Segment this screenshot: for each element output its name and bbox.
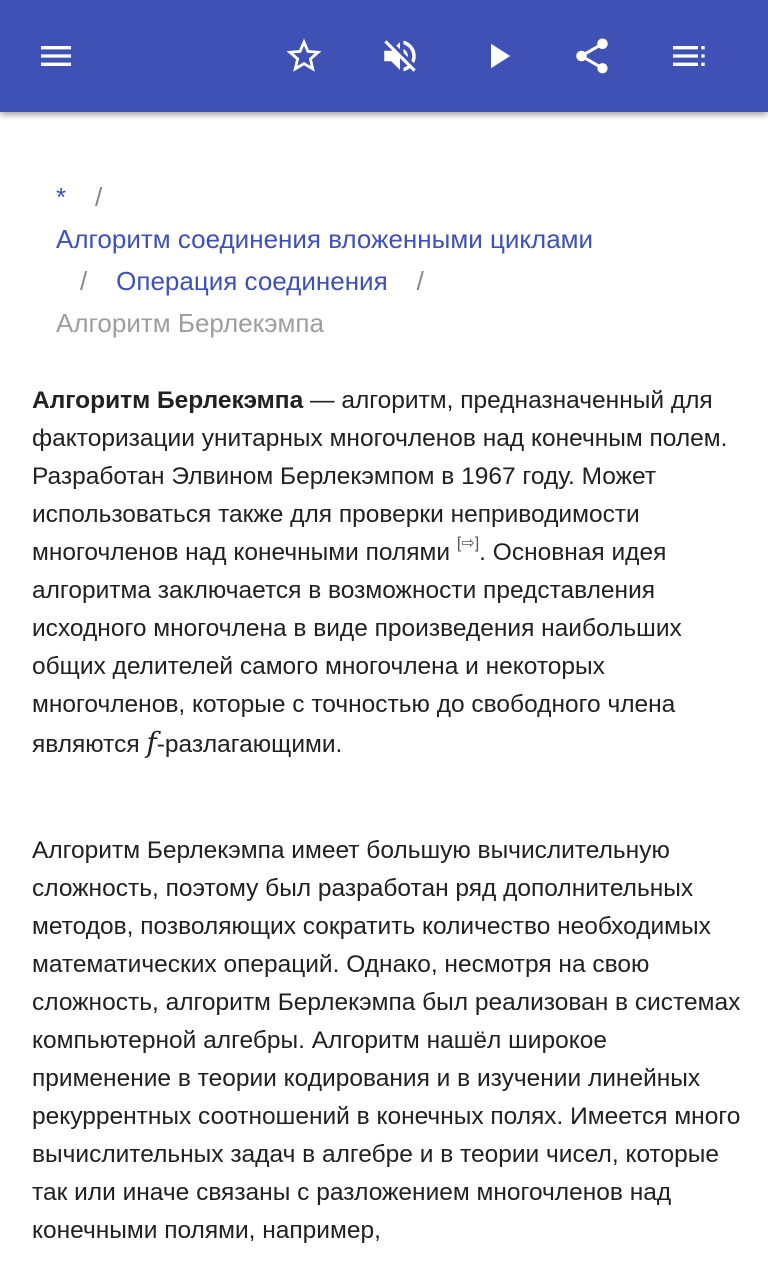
play-button[interactable]: [470, 28, 526, 84]
menu-button[interactable]: [28, 28, 84, 84]
favorite-button[interactable]: [276, 28, 332, 84]
mute-button[interactable]: [372, 28, 428, 84]
contents-button[interactable]: [660, 28, 716, 84]
breadcrumb-separator: /: [95, 182, 103, 212]
article-paragraph-1: [32, 382, 742, 764]
article-paragraph-2: Алгоритм Берлекэмпа имеет большую вычислительную сложность, поэтому был разработан ряд дополнительных методов, позволяющих сократить количество необходимых математических операций. Однако, несмотря на свою сложность, алгоритм Берлекэмпа был реализован в системах компьютерной алгебры. Алгоритм нашёл широкое применение в теории кодирования и в изучении линейных рекуррентных соотношений в конечных полях. Имеется много вычислительных задач в алгебре и в теории чисел, которые так или иначе связаны с разложением многочленов над конечными полями, например,: [32, 837, 741, 1244]
breadcrumb-link-join-operation[interactable]: Операция соединения: [116, 266, 388, 296]
star-icon: [283, 35, 325, 77]
share-button[interactable]: [564, 28, 620, 84]
breadcrumb-link-nested-loop[interactable]: Алгоритм соединения вложенными циклами: [56, 224, 594, 254]
article-term: Алгоритм Берлекэмпа: [32, 387, 304, 414]
play-icon: [477, 35, 519, 77]
breadcrumb-current: Алгоритм Берлекэмпа: [56, 308, 324, 338]
playlist-icon: [668, 36, 708, 76]
math-symbol: f: [146, 726, 157, 759]
paragraph-text: -разлагающими.: [156, 731, 343, 758]
app-toolbar: [0, 0, 768, 112]
breadcrumb-separator: /: [416, 266, 424, 296]
paragraph-text: — алгоритм, предназначенный для факторизации унитарных многочленов над конечным полем. Разработан Элвином Берлекэмпом в 1967 году. Может использоваться также для проверки неприводимости многочленов над конечными полями: [32, 387, 728, 566]
breadcrumb: [56, 176, 716, 344]
paragraph-text: . Основная идея алгоритма заключается в возможности представления исходного многочлена в виде произведения наибольших общих делителей самого многочлена и некоторых многочленов, которые с точностью до свободного члена являются: [32, 539, 682, 758]
volume-off-icon: [379, 35, 421, 77]
breadcrumb-separator: /: [80, 266, 88, 296]
menu-icon: [36, 36, 76, 76]
breadcrumb-root-link[interactable]: *: [56, 182, 67, 212]
share-icon: [571, 35, 613, 77]
reference-link[interactable]: [⇨]: [456, 535, 480, 552]
